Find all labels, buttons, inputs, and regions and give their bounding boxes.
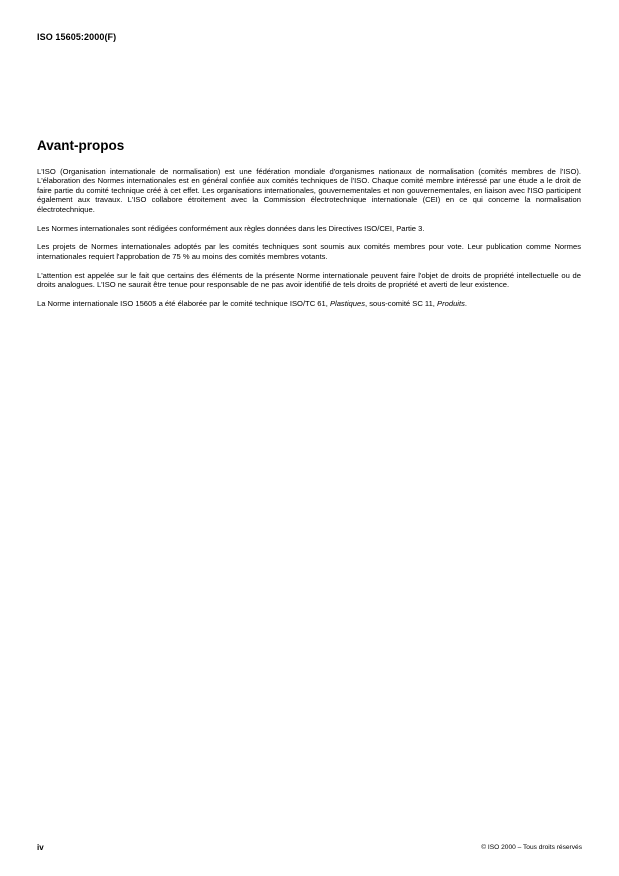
committee-text-middle: , sous-comité SC 11, (365, 299, 438, 309)
subcommittee-name: Produits (437, 299, 465, 309)
paragraph-approval: Les projets de Normes internationales adoptés par les comités techniques sont soumis aux comités membres pour vote. Leur publication comme Normes internationales requiert l'approbation de 75 % au moins des comités membres votants. (37, 242, 581, 261)
paragraph-directives: Les Normes internationales sont rédigées conformément aux règles données dans les Directives ISO/CEI, Partie 3. (37, 223, 425, 233)
committee-text-suffix: . (464, 299, 468, 309)
document-id: ISO 15605:2000(F) (37, 32, 117, 42)
paragraph-organisation: L'ISO (Organisation internationale de normalisation) est une fédération mondiale d'organismes nationaux de normalisation (comités membres de l'ISO). L'élaboration des Normes internationales est en général confiée aux comités techniques de l'ISO. Chaque comité membre intéressé par une étude a le droit de faire partie du comité technique créé à cet effet. Les organisations internationales, gouvernementales et non gouvernementales, en liaison avec l'ISO participent également aux travaux. L'ISO collabore étroitement avec la Commission électrotechnique internationale (CEI) en ce qui concerne la normalisation électrotechnique. (37, 167, 581, 214)
paragraph-committee (37, 299, 581, 308)
section-title: Avant-propos (37, 138, 125, 153)
copyright-notice: © ISO 2000 – Tous droits réservés (481, 844, 582, 851)
paragraph-patent-rights: L'attention est appelée sur le fait que certains des éléments de la présente Norme internationale peuvent faire l'objet de droits de propriété intellectuelle ou de droits analogues. L'ISO ne saurait être tenue pour responsable de ne pas avoir identifié de tels droits de propriété et averti de leur existence. (37, 270, 581, 290)
committee-text-prefix: La Norme internationale ISO 15605 a été élaborée par le comité technique ISO/TC 61, (37, 299, 330, 309)
page-number: iv (37, 843, 44, 852)
foreword-body (37, 167, 581, 318)
committee-name: Plastiques (329, 299, 365, 309)
